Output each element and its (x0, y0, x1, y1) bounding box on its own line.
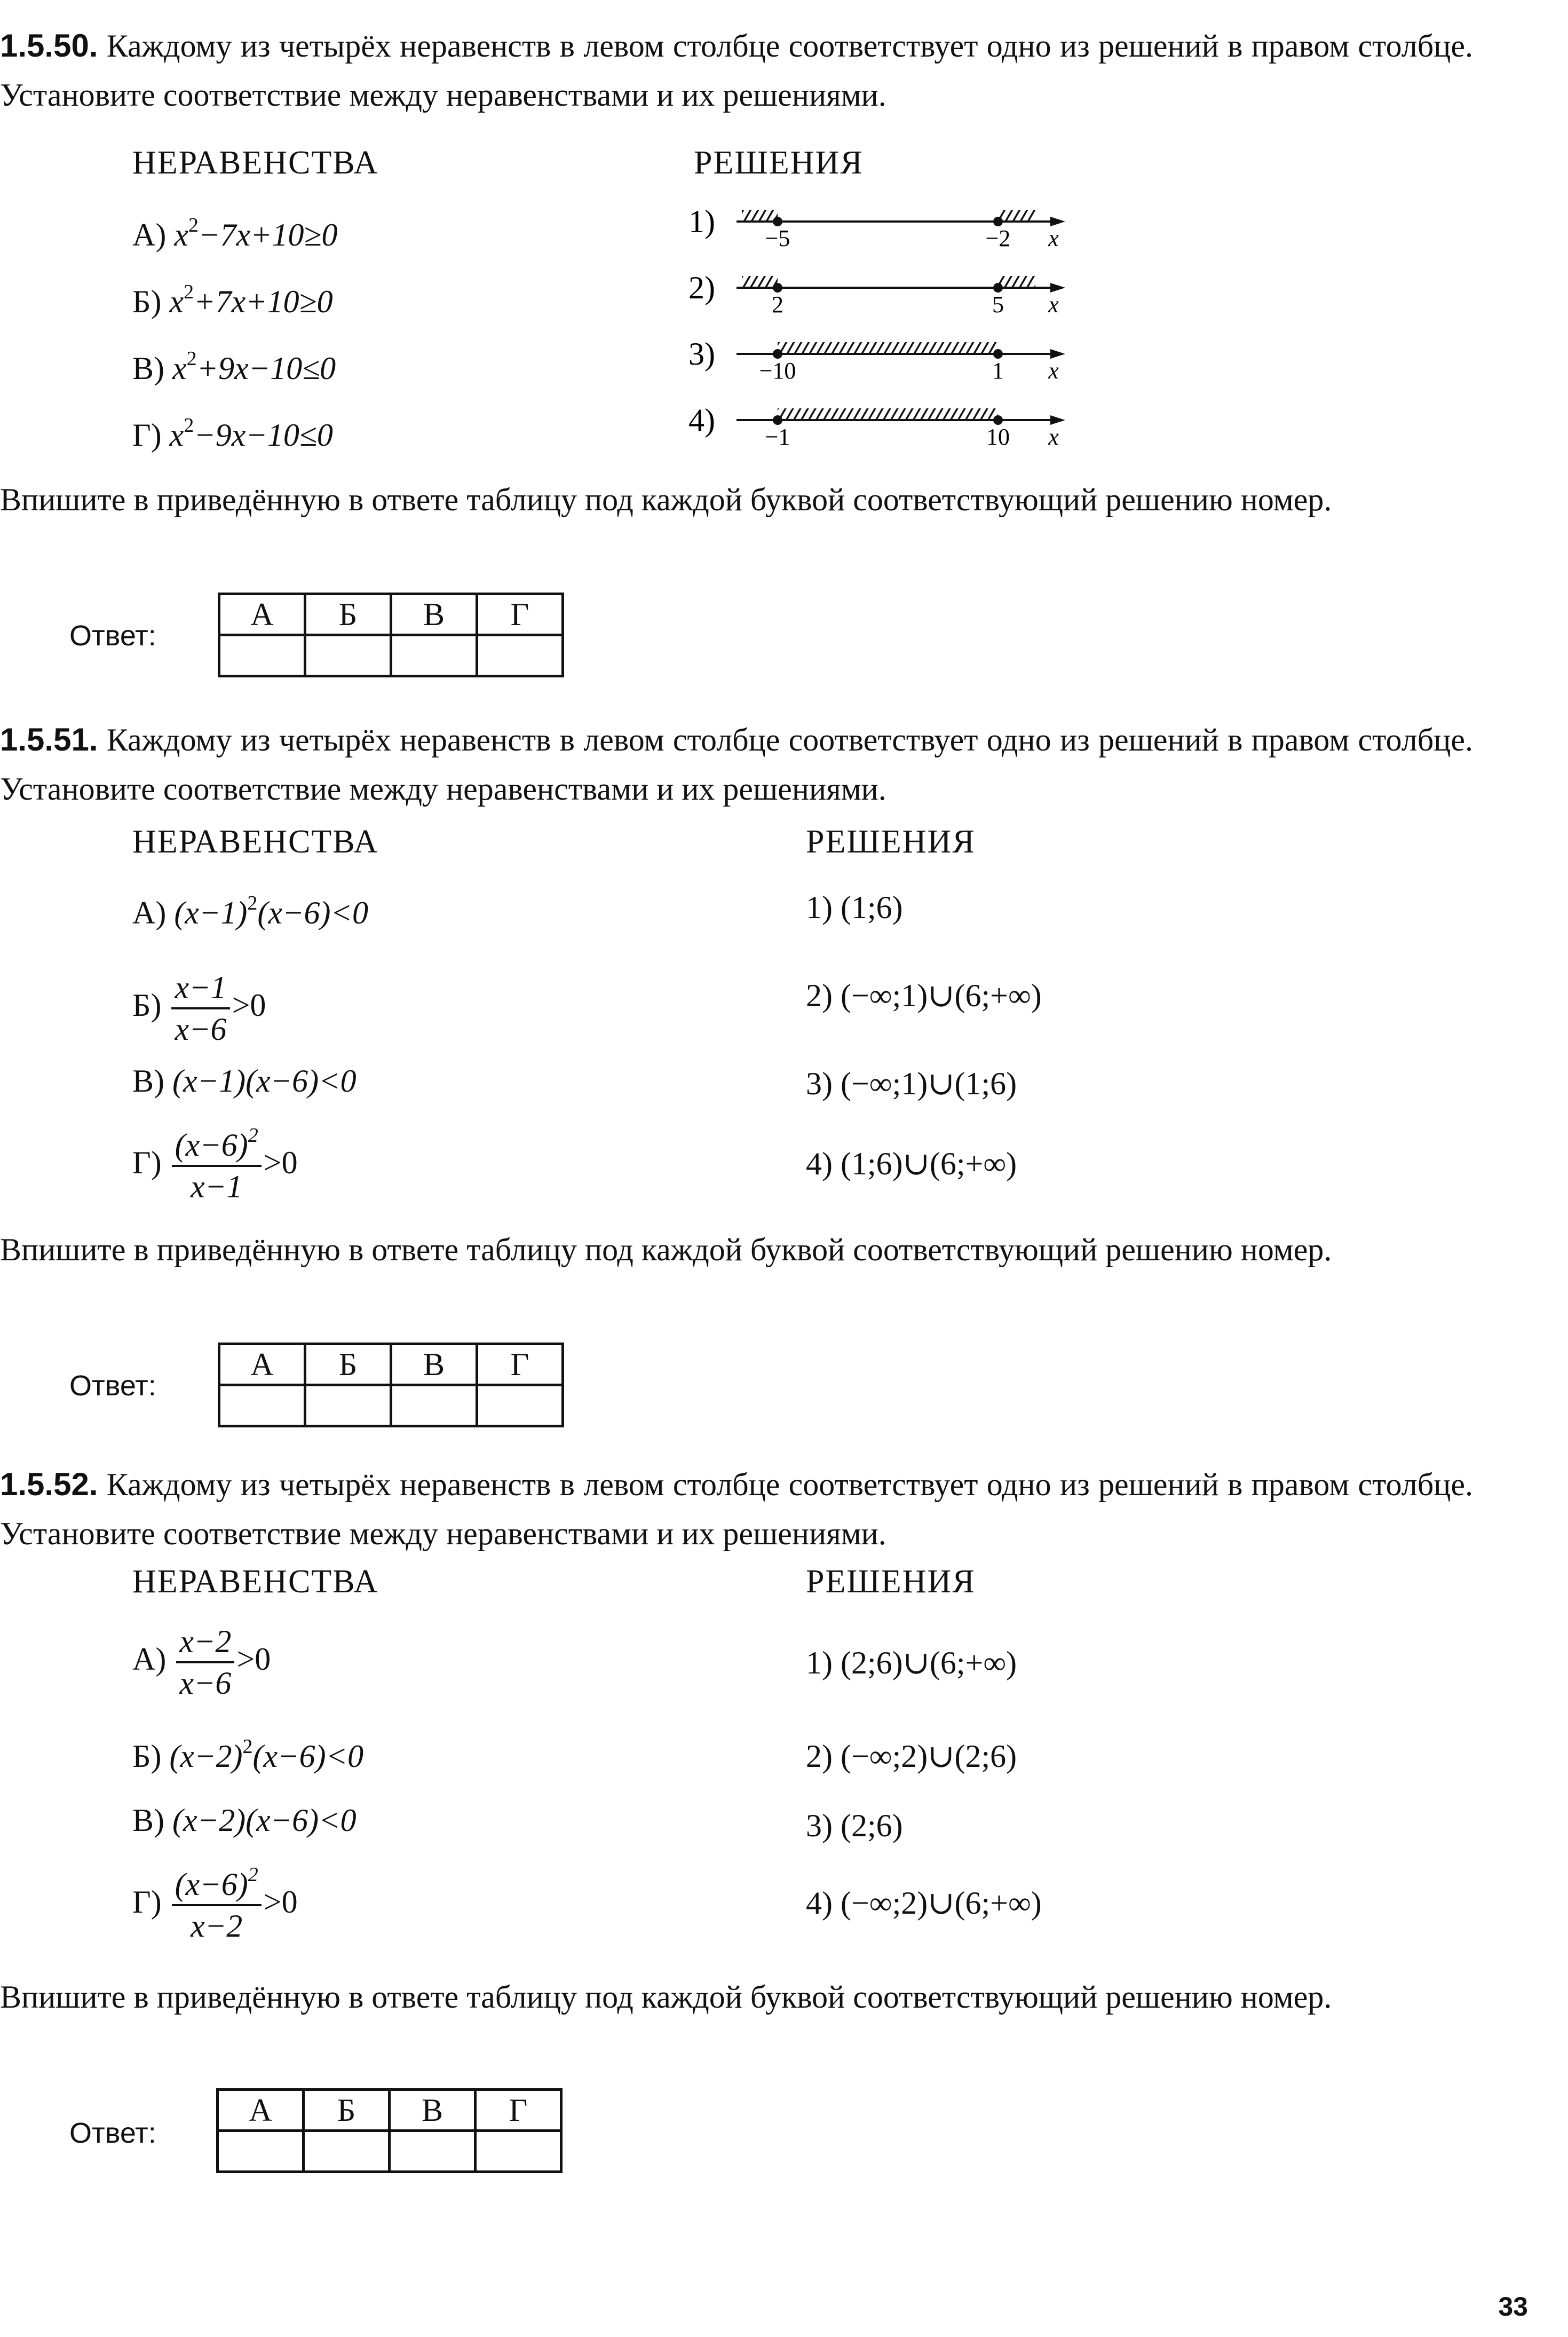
letter-cell: Г (476, 2090, 561, 2131)
inequality-d: Г) $\frac{(x-6)^2}{x-2}$ >0 (132, 1864, 298, 1944)
answer-cell[interactable] (391, 635, 477, 676)
letter-cell: В (391, 1344, 477, 1385)
answer-cell[interactable] (390, 2131, 476, 2172)
statement-text: Каждому из четырёх неравенств в левом столбце соответствует одно из решений в правом столбце. Установите соответствие между неравенствами и их решениями. (0, 28, 1474, 113)
answer-cell[interactable] (218, 2131, 304, 2172)
point-label: 1 (992, 358, 1004, 384)
fraction: $\frac{(x-6)^2}{x-2}$ (172, 1866, 262, 1945)
number-line-1 (688, 204, 1065, 251)
answer-table-1-5-51 (218, 1343, 564, 1427)
fraction: $\frac{(x-6)^2}{x-1}$ (172, 1126, 262, 1205)
answer-table-1-5-50 (218, 593, 564, 677)
solution-label: 1) (688, 204, 715, 239)
number-line-4 (688, 402, 1065, 450)
answer-cell[interactable] (304, 2131, 390, 2172)
answer-cell[interactable] (476, 2131, 561, 2172)
inequalities-header: НЕРАВЕНСТВА (132, 1564, 379, 1600)
instruction-1-5-51: Впишите в приведённую в ответе таблицу под каждой буквой соответствующий решению номер. (0, 1232, 1332, 1267)
hatch-right (998, 276, 1035, 287)
inequality-c: В) (x−2)(x−6)<0 (132, 1803, 357, 1838)
solutions-header: РЕШЕНИЯ (806, 824, 976, 860)
solution-2: 2) (−∞;2)∪(2;6) (806, 1739, 1017, 1774)
point-label: 5 (992, 291, 1004, 318)
letter-cell: Б (305, 1344, 391, 1385)
point-label: 2 (772, 291, 783, 318)
axis-label: x (1048, 424, 1059, 450)
fraction: $\frac{x-2}{x-6}$ (176, 1623, 234, 1702)
letter-cell: Г (477, 1344, 563, 1385)
problem-number: 1.5.50. (0, 28, 98, 64)
solution-3: 3) (2;6) (806, 1808, 903, 1843)
statement-text: Каждому из четырёх неравенств в левом столбце соответствует одно из решений в правом столбце. Установите соответствие между неравенствами и их решениями. (0, 1467, 1474, 1551)
solution-label: 2) (688, 270, 715, 305)
hatch-left (742, 276, 778, 287)
problem-1-5-50-statement (0, 21, 1473, 120)
answer-label: Ответ: (69, 620, 156, 652)
answer-cell[interactable] (305, 1385, 391, 1426)
letter-cell: А (218, 2090, 304, 2131)
solution-label: 3) (688, 336, 715, 372)
solution-1: 1) (2;6)∪(6;+∞) (806, 1645, 1017, 1680)
answer-cell[interactable] (477, 635, 563, 676)
solutions-header: РЕШЕНИЯ (806, 1564, 976, 1600)
page-number: 33 (1498, 2292, 1528, 2322)
inequality-c: В) (x−1)(x−6)<0 (132, 1063, 357, 1099)
answer-cell[interactable] (391, 1385, 477, 1426)
solution-1: 1) (1;6) (806, 890, 903, 925)
point-label: −1 (765, 424, 790, 450)
answer-label: Ответ: (69, 1370, 156, 1402)
letter-cell: А (219, 594, 305, 635)
number-line-3 (688, 336, 1065, 384)
point-label: −5 (765, 225, 790, 251)
answer-label: Ответ: (69, 2117, 156, 2149)
number-line-2 (688, 270, 1065, 318)
solution-label: 4) (688, 402, 715, 438)
problem-1-5-51-statement (0, 715, 1473, 814)
hatch-left (742, 210, 778, 220)
inequalities-header: НЕРАВЕНСТВА (132, 145, 379, 181)
solution-4: 4) (1;6)∪(6;+∞) (806, 1146, 1017, 1181)
instruction-1-5-52: Впишите в приведённую в ответе таблицу под каждой буквой соответствующий решению номер. (0, 1979, 1332, 2015)
solution-3: 3) (−∞;1)∪(1;6) (806, 1066, 1017, 1101)
letter-cell: Б (304, 2090, 390, 2131)
problem-1-5-52-statement (0, 1460, 1473, 1558)
axis-label: x (1048, 225, 1059, 251)
axis-label: x (1048, 291, 1059, 318)
answer-table-1-5-52 (216, 2088, 563, 2173)
problem-number: 1.5.51. (0, 722, 98, 757)
inequality-c: В) $x^2+9x-10\le 0$ (132, 348, 336, 386)
answer-cell[interactable] (305, 635, 391, 676)
inequality-a: А) $(x-1)^2(x-6)<0$ (132, 892, 368, 930)
answer-cell[interactable] (219, 635, 305, 676)
statement-text: Каждому из четырёх неравенств в левом столбце соответствует одно из решений в правом столбце. Установите соответствие между неравенствами и их решениями. (0, 722, 1474, 807)
inequality-b: Б) $x^2+7x+10\ge 0$ (132, 281, 333, 319)
inequality-b: Б) $(x-2)^2(x-6)<0$ (132, 1735, 364, 1774)
inequalities-header: НЕРАВЕНСТВА (132, 824, 379, 860)
point-label: 10 (986, 424, 1010, 450)
letter-cell: В (390, 2090, 476, 2131)
inequality-a: А) $x^2-7x+10\ge 0$ (132, 214, 338, 252)
letter-cell: Б (305, 594, 391, 635)
point-label: −10 (759, 358, 796, 384)
problem-number: 1.5.52. (0, 1466, 98, 1502)
axis-label: x (1048, 358, 1059, 384)
letter-cell: А (219, 1344, 305, 1385)
inequality-b: Б) $\frac{x-1}{x-6}$ >0 (132, 970, 266, 1047)
number-line-solutions (688, 198, 1073, 470)
hatch-between (778, 408, 998, 419)
letter-cell: Г (477, 594, 563, 635)
solution-4: 4) (−∞;2)∪(6;+∞) (806, 1885, 1042, 1921)
hatch-between (778, 342, 998, 353)
answer-cell[interactable] (477, 1385, 563, 1426)
solutions-header: РЕШЕНИЯ (694, 145, 864, 181)
solution-2: 2) (−∞;1)∪(6;+∞) (806, 978, 1042, 1013)
inequality-a: А) $\frac{x-2}{x-6}$ >0 (132, 1624, 271, 1701)
instruction-1-5-50: Впишите в приведённую в ответе таблицу под каждой буквой соответствующий решению номер. (0, 482, 1332, 517)
answer-cell[interactable] (219, 1385, 305, 1426)
inequality-d: Г) $\frac{(x-6)^2}{x-1}$ >0 (132, 1124, 298, 1204)
letter-cell: В (391, 594, 477, 635)
fraction: $\frac{x-1}{x-6}$ (171, 969, 229, 1048)
inequality-d: Г) $x^2-9x-10\le 0$ (132, 414, 333, 453)
point-label: −2 (985, 225, 1011, 251)
hatch-right (998, 210, 1035, 220)
